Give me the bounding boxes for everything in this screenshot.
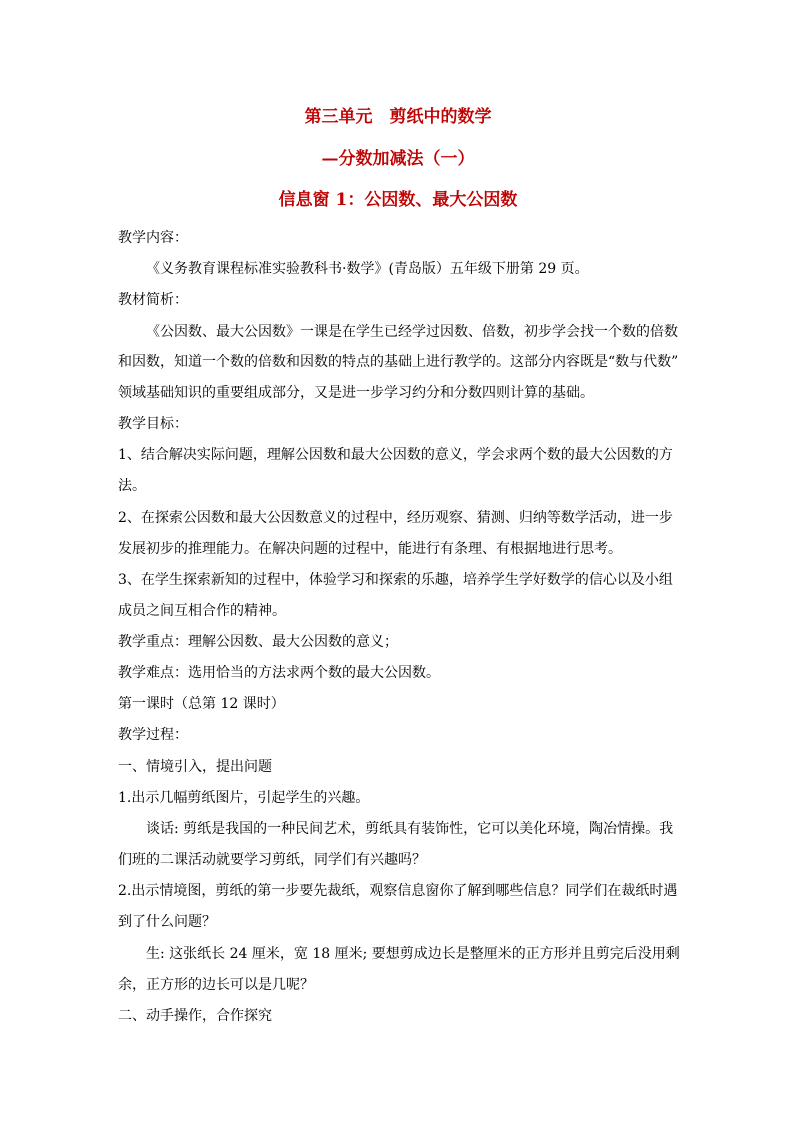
section-heading-analysis: 教材简析： [118,292,188,308]
process-line: 谈话: 剪纸是我国的一种民间艺术，剪纸具有装饰性，它可以美化环境，陶冶情操。我 [146,821,674,837]
process-step-heading: 二、动手操作，合作探究 [118,1008,272,1024]
process-line: 余，正方形的边长可以是几呢？ [118,977,314,993]
unit-title: 第三单元 剪纸中的数学 [304,107,492,127]
objective-line: 3、在学生探索新知的过程中，体验学习和探索的乐趣，培养学生学好数学的信心以及小组 [118,572,673,588]
difficulty-line: 教学难点：选用恰当的方法求两个数的最大公因数。 [118,665,440,681]
paragraph-line: 领域基础知识的重要组成部分，又是进一步学习约分和分数四则计算的基础。 [118,385,594,401]
objective-line: 2、在探索公因数和最大公因数意义的过程中，经历观察、猜测、归纳等数学活动，进一步 [118,510,673,526]
process-line: 2.出示情境图，剪纸的第一步要先裁纸，观察信息窗你了解到哪些信息？同学们在裁纸时遇 [118,883,678,899]
process-line: 1.出示几幅剪纸图片，引起学生的兴趣。 [118,790,370,806]
info-window-title: 信息窗 1：公因数、最大公因数 [278,190,518,210]
lesson-period-line: 第一课时（总第 12 课时） [118,696,285,712]
process-line: 到了什么问题？ [118,914,216,930]
paragraph-line: 《义务教育课程标准实验教科书·数学》(青岛版）五年级下册第 29 页。 [146,261,589,277]
objective-line: 法。 [118,478,146,494]
key-point-line: 教学重点：理解公因数、最大公因数的意义； [118,634,398,650]
lesson-subtitle: —分数加减法（一） [321,149,475,169]
section-heading-process: 教学过程： [118,727,188,743]
section-heading-content: 教学内容： [118,230,188,246]
process-line: 生: 这张纸长 24 厘米，宽 18 厘米; 要想剪成边长是整厘米的正方形并且剪完后没用剩 [146,946,680,962]
objective-line: 发展初步的推理能力。在解决问题的过程中，能进行有条理、有根据地进行思考。 [118,541,622,557]
objective-line: 成员之间互相合作的精神。 [118,603,286,619]
process-step-heading: 一、情境引入，提出问题 [118,759,272,775]
process-line: 们班的二课活动就要学习剪纸，同学们有兴趣吗？ [118,852,426,868]
section-heading-objectives: 教学目标： [118,416,188,432]
paragraph-line: 和因数，知道一个数的倍数和因数的特点的基础上进行教学的。这部分内容既是“数与代数” [118,354,679,370]
objective-line: 1、结合解决实际问题，理解公因数和最大公因数的意义，学会求两个数的最大公因数的方 [118,447,673,463]
paragraph-line: 《公因数、最大公因数》一课是在学生已经学过因数、倍数，初步学会找一个数的倍数 [146,324,678,340]
